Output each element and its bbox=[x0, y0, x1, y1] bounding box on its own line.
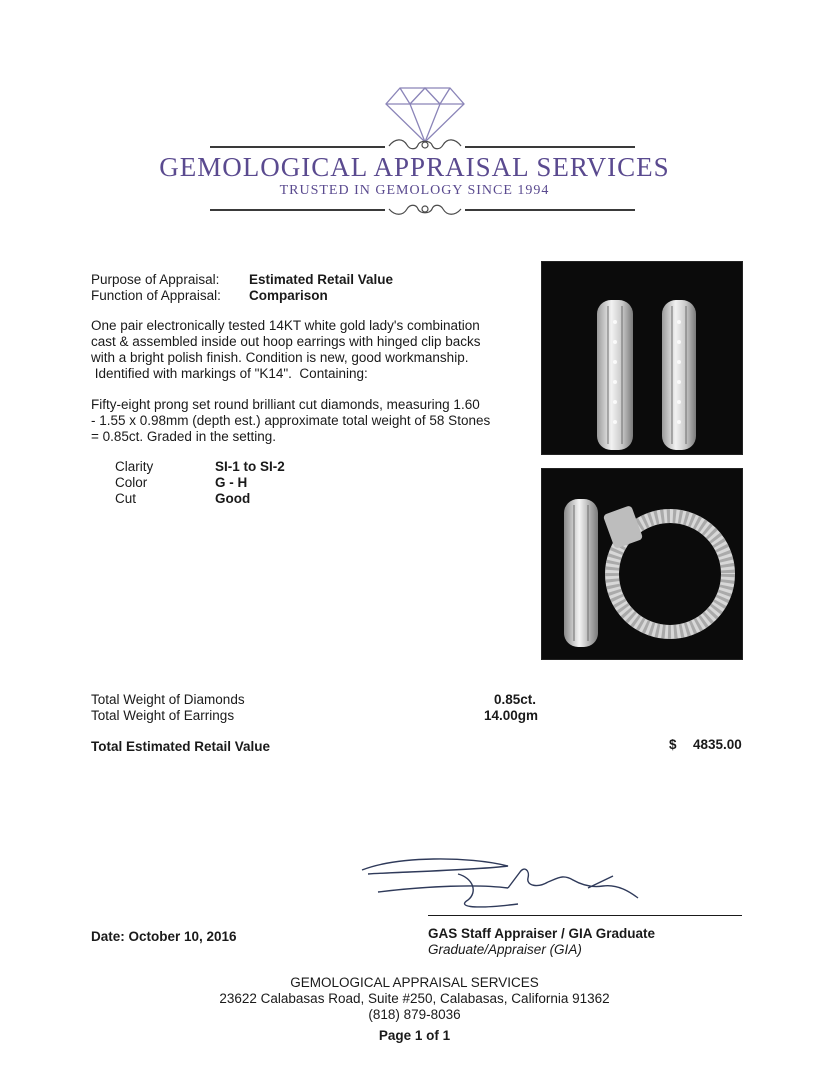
earrings-side-image bbox=[542, 262, 742, 454]
signer-subtitle: Graduate/Appraiser (GIA) bbox=[428, 942, 582, 957]
grading-row-cut bbox=[115, 491, 375, 507]
description-line: cast & assembled inside out hoop earrings with hinged clip backs bbox=[91, 334, 481, 349]
description-line: Identified with markings of "K14". Containing: bbox=[91, 366, 368, 381]
footer-company: GEMOLOGICAL APPRAISAL SERVICES bbox=[290, 975, 539, 990]
signature-line bbox=[428, 915, 742, 916]
earrings-side-photo bbox=[541, 261, 743, 455]
earrings-weight-label: Total Weight of Earrings bbox=[91, 708, 235, 723]
cut-value: Good bbox=[215, 491, 251, 506]
purpose-label: Purpose of Appraisal: bbox=[91, 272, 220, 287]
grading-table bbox=[115, 459, 375, 507]
signer-title: GAS Staff Appraiser / GIA Graduate bbox=[428, 926, 656, 941]
grading-row-clarity bbox=[115, 459, 375, 475]
earrings-weight-value: 14.00gm bbox=[484, 708, 539, 723]
header-rule-top bbox=[210, 146, 385, 148]
color-value: G - H bbox=[215, 475, 248, 490]
function-value: Comparison bbox=[249, 288, 328, 303]
stones-line: Fifty-eight prong set round brilliant cut diamonds, measuring 1.60 bbox=[91, 397, 480, 412]
ornament-bottom-icon bbox=[385, 200, 465, 218]
earrings-hoop-photo bbox=[541, 468, 743, 660]
clarity-value: SI-1 to SI-2 bbox=[215, 459, 285, 474]
diamonds-weight-value: 0.85ct. bbox=[494, 692, 537, 707]
function-label: Function of Appraisal: bbox=[91, 288, 221, 303]
cut-label: Cut bbox=[115, 491, 137, 506]
stones-line: = 0.85ct. Graded in the setting. bbox=[91, 429, 276, 444]
grading-row-color bbox=[115, 475, 375, 491]
appraisal-date: Date: October 10, 2016 bbox=[91, 929, 237, 944]
footer-address: 23622 Calabasas Road, Suite #250, Calabasas, California 91362 bbox=[219, 991, 610, 1006]
handwritten-signature bbox=[358, 848, 658, 918]
stones-line: - 1.55 x 0.98mm (depth est.) approximate total weight of 58 Stones bbox=[91, 413, 491, 428]
diamonds-weight-label: Total Weight of Diamonds bbox=[91, 692, 245, 707]
earrings-hoop-image bbox=[542, 469, 742, 659]
stones-description bbox=[91, 397, 521, 445]
description-line: with a bright polish finish. Condition is new, good workmanship. bbox=[91, 350, 469, 365]
color-label: Color bbox=[115, 475, 148, 490]
header-rule-bottom-right bbox=[465, 209, 635, 211]
header-rule-bottom bbox=[210, 209, 385, 211]
company-tagline: TRUSTED IN GEMOLOGY SINCE 1994 bbox=[279, 183, 550, 198]
clarity-label: Clarity bbox=[115, 459, 154, 474]
header-rule-top-right bbox=[465, 146, 635, 148]
purpose-value: Estimated Retail Value bbox=[249, 272, 394, 287]
page-number: Page 1 of 1 bbox=[378, 1028, 451, 1043]
retail-value-label: Total Estimated Retail Value bbox=[91, 739, 271, 754]
currency-symbol: $ bbox=[669, 737, 677, 752]
footer-phone: (818) 879-8036 bbox=[368, 1007, 461, 1022]
retail-value-amount: 4835.00 bbox=[693, 737, 742, 752]
company-logo-title: GEMOLOGICAL APPRAISAL SERVICES bbox=[159, 152, 670, 182]
description-line: One pair electronically tested 14KT white gold lady's combination bbox=[91, 318, 480, 333]
item-description bbox=[91, 318, 521, 382]
